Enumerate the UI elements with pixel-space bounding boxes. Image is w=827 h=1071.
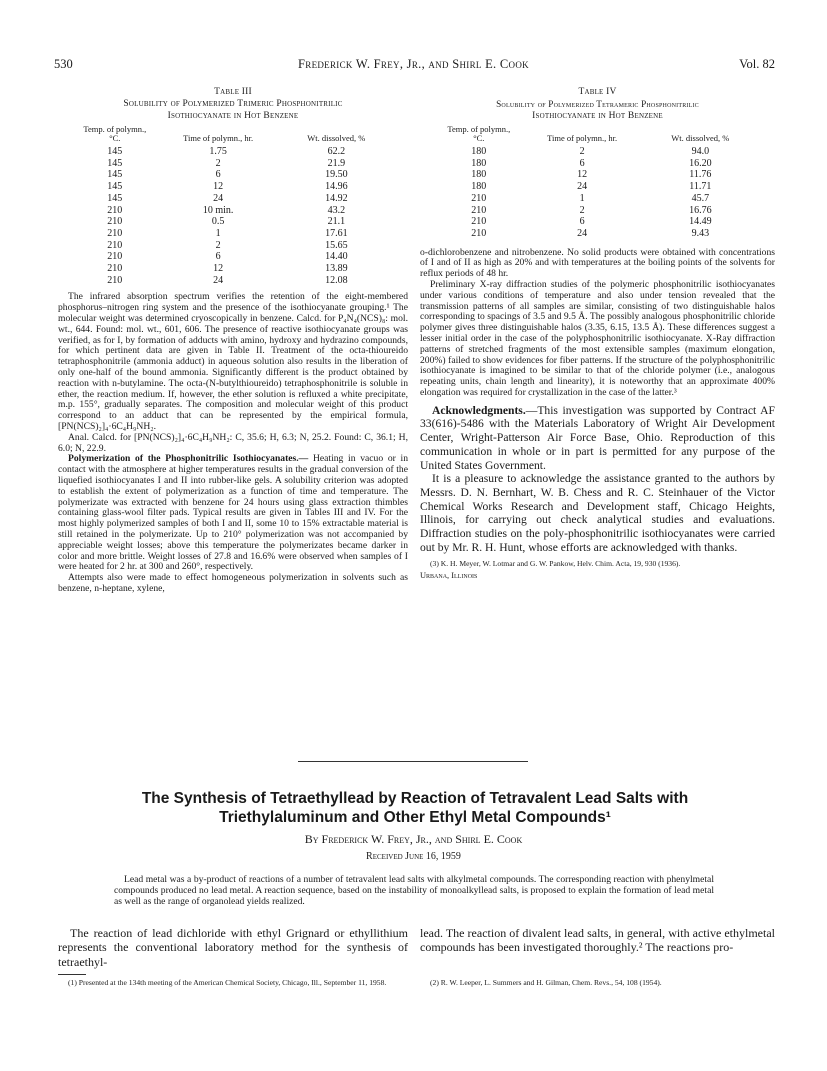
- table-row: [442, 216, 752, 228]
- cell-time: 6: [579, 216, 585, 228]
- footnote-2: (2) R. W. Leeper, L. Summers and H. Gilman, Chem. Revs., 54, 108 (1954).: [430, 978, 662, 987]
- cell-wt: 14.96: [325, 181, 348, 193]
- cell-time: 24: [213, 274, 224, 286]
- table3-header-time: Time of polymn., hr.: [183, 133, 254, 143]
- cell-time: 24: [577, 227, 588, 239]
- left-para-polymerization: [58, 454, 408, 573]
- cell-temp: 210: [471, 192, 487, 204]
- body-right-text: lead. The reaction of divalent lead salts, in general, with active ethylmetal compounds has been investigated thoroughly.² The reactions pro-: [420, 926, 775, 955]
- cell-time: 12: [213, 263, 224, 275]
- page-number: 530: [54, 57, 73, 71]
- cell-time: 1: [215, 227, 221, 239]
- cell-wt: 21.9: [327, 157, 346, 169]
- cell-temp: 210: [107, 204, 123, 216]
- cell-time: 2: [579, 204, 585, 216]
- cell-wt: 9.43: [691, 227, 710, 239]
- table3-label: Table III: [214, 87, 252, 97]
- table-row: [442, 193, 752, 205]
- table3-header-temp: Temp. of polymn., °C.: [83, 124, 147, 143]
- cell-wt: 45.7: [691, 192, 710, 204]
- cell-time: 24: [577, 181, 588, 193]
- cell-time: 0.5: [211, 216, 225, 228]
- running-title: Frederick W. Frey, Jr., and Shirl E. Cook: [298, 57, 529, 71]
- thanks-para: It is a pleasure to acknowledge the assistance granted to the authors by Messrs. D. N. Bernhart, W. B. Chess and R. C. Steinhauer of the Victor Chemical Works Research and Development staff, Chicago Heights, Illinois, for carrying out check analytical studies and evaluations. Diffraction studies on the poly-phosphonitrilic isothiocyanates were carried out by Mr. R. H. Hunt, whose efforts are acknowledged with thanks.: [420, 472, 775, 554]
- article-abstract: Lead metal was a by-product of reactions of a number of tetravalent lead salts with alkylmetal compounds. The corresponding reaction with phenylmetal compounds produced no lead metal. A reaction sequence, based on the instability of monoalkyllead salts, is proposed to explain the formation of lead metal as well as the range of organolead yields realized.: [114, 874, 714, 907]
- footnote-rule: [58, 974, 86, 975]
- cell-temp: 145: [107, 146, 123, 157]
- table-row: [442, 169, 752, 181]
- table-row: [78, 251, 388, 263]
- cell-temp: 210: [107, 239, 123, 251]
- cell-temp: 145: [107, 169, 123, 181]
- left-para-infrared: The infrared absorption spectrum verifies the retention of the eight-membered phosphorus–nitrogen ring system and the presence of the isothiocyanate grouping.¹ The molecular weight was determined cryoscopically in benzene. Calcd. for P₄N₄(NCS)₈: mol. wt., 644. Found: mol. wt., 601, 606. The presence of reactive isothiocyanate groups was verified, as for I, by formation of adducts with amino, hydroxy and hydrazino compounds, for which pertinent data are given in Table II. Treatment of the octa-thioureido tetraphosphonitrile (ammonia adduct) in aqueous solution also results in the liberation of only one-half of the bound ammonia. Significantly different is the product obtained by reaction with n-butylamine. The octa-(N-butylthioureido) tetraphosphonitrile is soluble in ether, the reaction medium. If, however, the ether solution is refluxed a white precipitate, m.p. 155°, gradually separates. The composition and molecular weight of this product correspond to an adduct that can be represented by the empirical formula, [PN(NCS)₂]₄·6C₄H₉NH₂.: [58, 291, 408, 432]
- table-row: [78, 146, 388, 158]
- cell-wt: 16.20: [689, 157, 712, 169]
- left-para-attempts: Attempts also were made to effect homogeneous polymerization in solvents such as benzene, n-heptane, xylene,: [58, 572, 408, 594]
- cell-temp: 180: [471, 146, 487, 157]
- left-para-analysis: Anal. Calcd. for [PN(NCS)₂]₄·6C₄H₉NH₂: C, 35.6; H, 6.3; N, 25.2. Found: C, 36.1; H, 6.0; N, 22.9.: [58, 431, 408, 454]
- article-body-right: [420, 926, 775, 955]
- cell-wt: 15.65: [325, 239, 348, 251]
- cell-temp: 145: [107, 157, 123, 169]
- table3-caption-line1: Solubility of Polymerized Trimeric Phosphonitrilic: [123, 99, 343, 109]
- table-row: [78, 205, 388, 217]
- cell-wt: 14.92: [325, 192, 348, 204]
- cell-temp: 180: [471, 181, 487, 193]
- table-row: [442, 205, 752, 217]
- table-row: [78, 275, 388, 287]
- cell-wt: 12.08: [325, 274, 348, 286]
- polymerization-heading: Polymerization of the Phosphonitrilic Isothiocyanates.—: [68, 453, 309, 465]
- table3-caption-line2: Isothiocyanate in Hot Benzene: [167, 111, 299, 121]
- right-para-solvents: o-dichlorobenzene and nitrobenzene. No solid products were obtained with concentrations of I and of II as high as 20% and with temperatures at the boiling points of the solvents for reflux periods of 48 hr.: [420, 246, 775, 280]
- cell-time: 6: [215, 169, 221, 181]
- table-row: [442, 228, 752, 240]
- cell-wt: 14.40: [325, 251, 348, 263]
- acknowledgments-para: [420, 404, 775, 473]
- polymerization-text: Heating in vacuo or in contact with the atmosphere at higher temperatures results in the gradual conversion of the liquefied isothiocyanates I and II into rubber-like gels. A solubility criterion was adopted to establish the extent of polymerization as a function of time and temperature. The polymerizate was extracted with benzene for 24 hours using glass extraction thimbles containing glass-wool filter pads. Typical results are given in Tables III and IV. For the most highly polymerized samples of both I and II, some 10 to 15% extractable material is still retained in the polymerizate. Up to 210° polymerization was not accompanied by appreciable weight losses; above this temperature the polymerizates became darker in color and more brittle. Weight losses of 27.8 and 16.6% were observed when samples of I were heated for 2 hr. at 300 and 260°, respectively.: [58, 453, 408, 573]
- left-column: [58, 86, 408, 595]
- table-row: [78, 158, 388, 170]
- cell-wt: 16.76: [689, 204, 712, 216]
- cell-time: 24: [213, 192, 224, 204]
- article-title-line2: Triethylaluminum and Other Ethyl Metal Compounds¹: [219, 809, 611, 826]
- table4-label: Table IV: [578, 87, 617, 97]
- table-row: [78, 228, 388, 240]
- cell-temp: 210: [471, 227, 487, 239]
- table4: [442, 125, 752, 240]
- cell-wt: 19.50: [325, 169, 348, 181]
- cell-time: 6: [579, 157, 585, 169]
- cell-time: 2: [215, 157, 221, 169]
- cell-time: 10 min.: [202, 204, 234, 216]
- table4-header-temp: Temp. of polymn., °C.: [447, 124, 511, 143]
- cell-temp: 180: [471, 157, 487, 169]
- cell-time: 12: [577, 169, 588, 181]
- article-title: [60, 789, 770, 827]
- cell-temp: 210: [107, 227, 123, 239]
- cell-time: 12: [213, 181, 224, 193]
- article-authors: By Frederick W. Frey, Jr., and Shirl E. Cook: [304, 832, 523, 846]
- table-row: [78, 263, 388, 275]
- cell-temp: 210: [107, 263, 123, 275]
- cell-wt: 11.71: [689, 181, 712, 193]
- table-row: [442, 158, 752, 170]
- table-row: [78, 181, 388, 193]
- cell-temp: 145: [107, 192, 123, 204]
- article-received: Received June 16, 1959: [366, 851, 461, 862]
- cell-temp: 210: [107, 274, 123, 286]
- acknowledgments-heading: Acknowledgments.: [432, 403, 526, 417]
- cell-wt: 14.49: [689, 216, 712, 228]
- cell-wt: 13.89: [325, 263, 348, 275]
- cell-temp: 210: [471, 204, 487, 216]
- table4-header-wt: Wt. dissolved, %: [671, 133, 730, 143]
- section-divider: [298, 761, 528, 762]
- cell-wt: 11.76: [689, 169, 712, 181]
- table-row: [442, 146, 752, 158]
- footnote-3: (3) K. H. Meyer, W. Lotmar and G. W. Pankow, Helv. Chim. Acta, 19, 930 (1936).: [430, 558, 681, 568]
- table4-caption-line2: Isothiocyanate in Hot Benzene: [532, 111, 663, 121]
- table-row: [78, 169, 388, 181]
- cell-wt: 43.2: [327, 204, 346, 216]
- cell-time: 2: [579, 146, 585, 157]
- footnote-1: (1) Presented at the 134th meeting of the American Chemical Society, Chicago, Ill., September 11, 1958.: [68, 978, 387, 987]
- article-title-line1: The Synthesis of Tetraethyllead by Reaction of Tetravalent Lead Salts with: [141, 790, 689, 807]
- affiliation: Urbana, Illinois: [420, 570, 478, 580]
- table-row: [78, 216, 388, 228]
- cell-temp: 145: [107, 181, 123, 193]
- cell-temp: 210: [107, 216, 123, 228]
- cell-time: 2: [215, 239, 221, 251]
- cell-wt: 17.61: [325, 227, 348, 239]
- table4-caption-line1: Solubility of Polymerized Tetrameric Phosphonitrilic: [496, 99, 699, 109]
- table-row: [78, 240, 388, 252]
- right-column: [420, 86, 775, 580]
- acknowledgments-text: —This investigation was supported by Contract AF 33(616)-5486 with the Materials Laboratory of Wright Air Development Center, Wright-Patterson Air Force Base, Ohio. Reproduction of this communication in whole or in part is permitted for any purpose of the United States Government.: [420, 403, 775, 472]
- table-row: [78, 193, 388, 205]
- body-left-text: The reaction of lead dichloride with ethyl Grignard or ethyllithium represents the conventional laboratory method for the synthesis of tetraethyl-: [58, 926, 408, 969]
- table3-header-wt: Wt. dissolved, %: [307, 133, 366, 143]
- table4-header-time: Time of polymn., hr.: [547, 133, 618, 143]
- cell-wt: 94.0: [691, 146, 710, 157]
- cell-temp: 180: [471, 169, 487, 181]
- cell-time: 1: [579, 192, 585, 204]
- table-row: [442, 181, 752, 193]
- cell-wt: 62.2: [327, 146, 346, 157]
- volume-label: Vol. 82: [739, 57, 775, 71]
- cell-time: 1.75: [209, 146, 227, 157]
- cell-wt: 21.1: [327, 216, 346, 228]
- right-para-xray: Preliminary X-ray diffraction studies of the polymeric phosphonitrilic isothiocyanates under various conditions of temperature and also under tension revealed that the transmission patterns of all samples are similar, consisting of two distinguishable halos corresponding to spacings of 3.5 and 9.5 Å. The possibly analogous phosphonitrilic chloride polymer gives three distinguishable halos (3.35, 6.15, 13.5 Å). These differences suggest a lesser initial order in the case of the polyphosphonitrilic isothiocyanate. X-Ray diffraction patterns of stretched fragments of the most extensible samples (maximum elongation, 200%) failed to show evidences for fiber patterns. If the structure of the polyphosphonitrilic isothiocyanate is imagined to be similar to that of the chloride polymer (i.e., analogous repeating units, chain length and linearity), it is noteworthy that an approximate 400% elongation was required for crystallization in the case of the latter.³: [420, 279, 775, 398]
- cell-time: 6: [215, 251, 221, 263]
- cell-temp: 210: [107, 251, 123, 263]
- cell-temp: 210: [471, 216, 487, 228]
- table3: [78, 125, 388, 286]
- article-body-left: [58, 926, 408, 969]
